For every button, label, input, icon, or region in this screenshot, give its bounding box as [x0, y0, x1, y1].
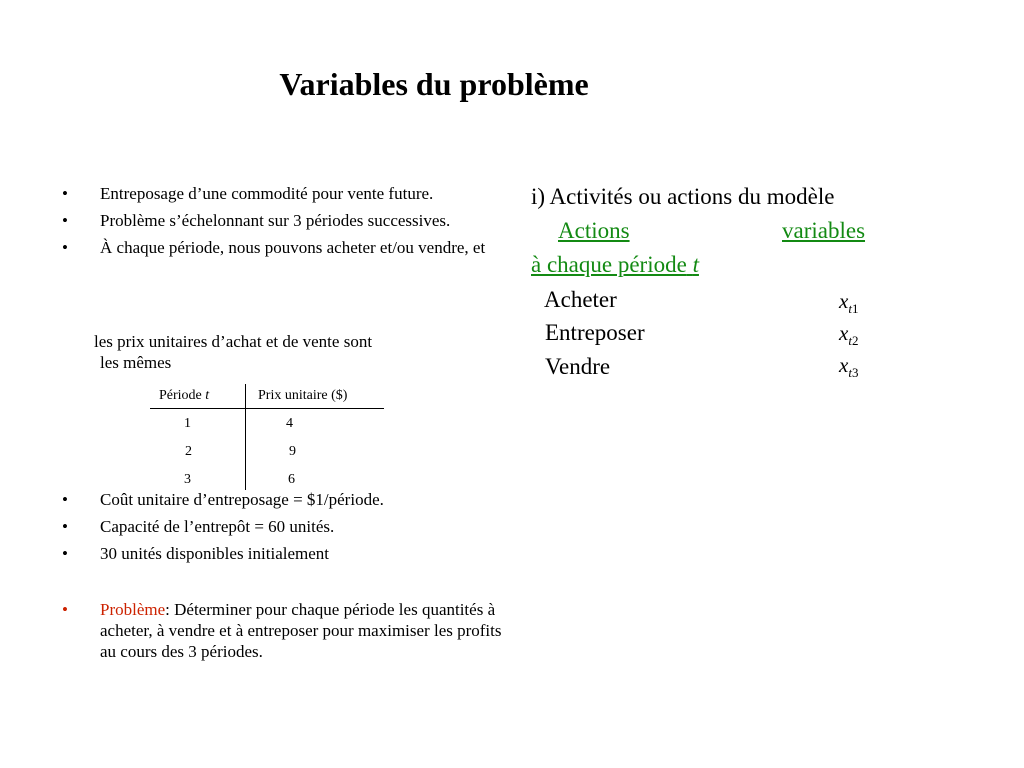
bullet-icon: • [62, 238, 68, 257]
variable-label: $x_{t2}$ [839, 321, 859, 348]
bullet-icon: • [62, 211, 68, 230]
bullet-text: Coût unitaire d’entreposage = $1/période. [100, 490, 384, 509]
problem-item [62, 599, 502, 662]
variable-label: $x_{t1}$ [839, 289, 859, 316]
bullet-list-mid [62, 489, 502, 570]
problem-text: : Déterminer pour chaque période les quantités à acheter, à vendre et à entreposer pour maximiser les profits au cours des 3 périodes. [100, 600, 502, 661]
column-header-actions: Actions [558, 218, 630, 243]
bullet-text: Problème s’échelonnant sur 3 périodes successives. [100, 211, 451, 230]
slide-title: Variables du problème [279, 66, 589, 102]
right-heading: i) Activités ou actions du modèle [531, 184, 835, 209]
bullet-text: 30 unités disponibles initialement [100, 544, 330, 563]
problem-label: Problème [100, 600, 166, 619]
table-cell-price: 9 [289, 444, 296, 459]
list-item [62, 489, 502, 510]
column-header-variables: variables [782, 218, 866, 243]
continuation-line-1: les prix unitaires d’achat et de vente sont [94, 332, 373, 351]
table-divider-horizontal [150, 408, 384, 409]
bullet-list-top [62, 183, 502, 264]
bullet-icon: • [62, 184, 68, 203]
continuation-line-2: les mêmes [100, 353, 172, 372]
table-divider-vertical [245, 384, 246, 490]
table-cell-price: 4 [286, 416, 293, 431]
bullet-text: Capacité de l’entrepôt = 60 unités. [100, 517, 335, 536]
bullet-icon: • [62, 490, 68, 509]
problem-list [62, 599, 502, 662]
list-item [62, 516, 502, 537]
per-period-label: à chaque période t [531, 252, 699, 277]
bullet-icon: • [62, 517, 68, 536]
continuation-text [94, 331, 494, 373]
list-item [62, 543, 502, 564]
variable-label: $x_{t3}$ [839, 353, 859, 380]
list-item [62, 210, 502, 231]
table-cell-price: 6 [288, 472, 295, 487]
table-header-price: Prix unitaire ($) [258, 388, 348, 403]
bullet-icon: • [62, 600, 68, 619]
bullet-text: À chaque période, nous pouvons acheter et/ou vendre, et [100, 238, 486, 257]
list-item [62, 183, 502, 204]
table-cell-period: 1 [184, 416, 191, 431]
table-cell-period: 3 [184, 472, 191, 487]
table-header-period: Période t [159, 388, 210, 403]
list-item [62, 237, 502, 258]
action-label: Vendre [545, 354, 611, 379]
action-label: Acheter [544, 287, 617, 312]
bullet-text: Entreposage d’une commodité pour vente future. [100, 184, 434, 203]
action-label: Entreposer [545, 320, 645, 345]
bullet-icon: • [62, 544, 68, 563]
table-cell-period: 2 [185, 444, 192, 459]
